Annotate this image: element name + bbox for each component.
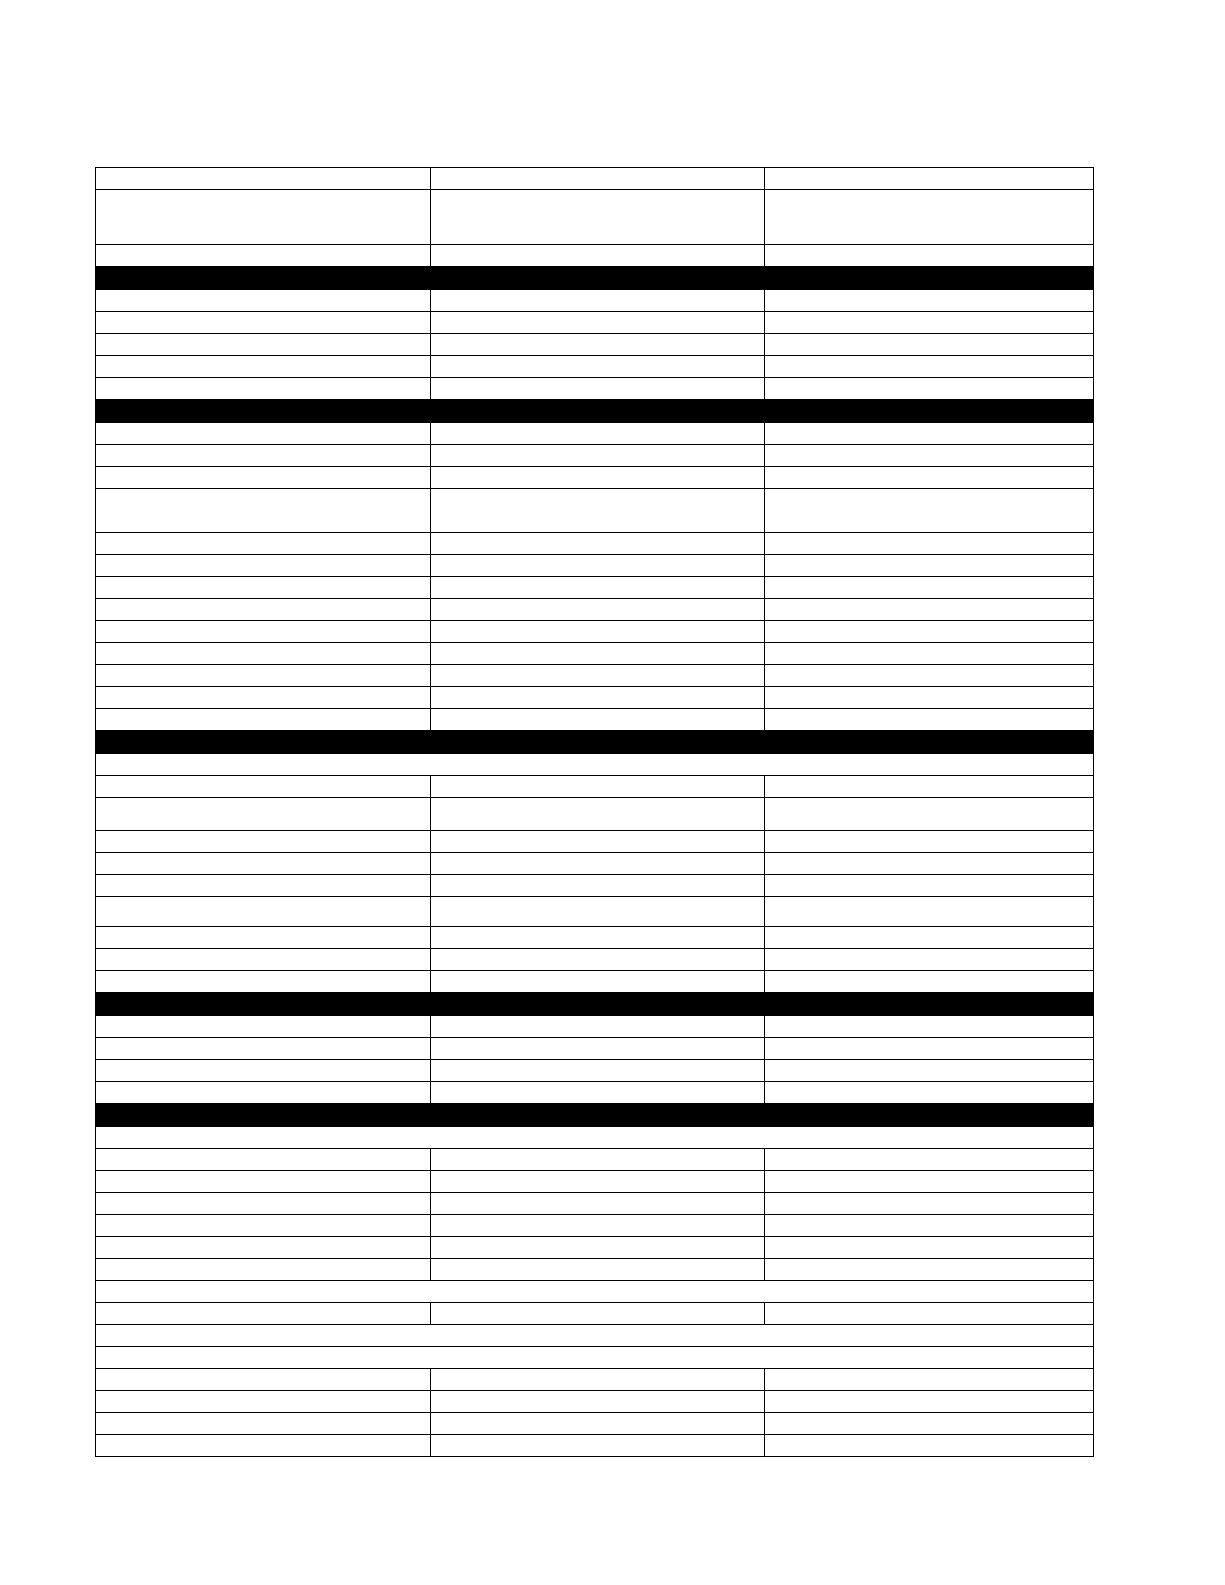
table-cell-col-3 [765, 378, 1094, 400]
table-row [96, 1369, 1094, 1391]
table-cell-col-3 [765, 776, 1094, 798]
table-row [96, 533, 1094, 555]
table-cell-col-3 [765, 577, 1094, 599]
table-cell-col-2 [431, 949, 765, 971]
table-cell-col-1 [96, 1391, 431, 1413]
table-cell-col-3 [765, 312, 1094, 334]
table-cell-col-1 [96, 1435, 431, 1457]
table-cell-col-3 [765, 334, 1094, 356]
table-cell-col-2 [431, 245, 765, 267]
table-cell-col-2 [431, 489, 765, 533]
table-cell-col-3 [765, 1016, 1094, 1038]
table-cell-col-2 [431, 853, 765, 875]
table-cell-col-3 [765, 423, 1094, 445]
table-cell-col-3 [765, 1082, 1094, 1104]
table-cell-col-2 [431, 356, 765, 378]
table-cell-col-3 [765, 168, 1094, 190]
table-row [96, 798, 1094, 831]
section-header-band [96, 731, 1094, 754]
table-cell-col-3 [765, 1060, 1094, 1082]
table-row [96, 1082, 1094, 1104]
table-cell-col-1 [96, 853, 431, 875]
table-cell-col-2 [431, 971, 765, 993]
table-row [96, 489, 1094, 533]
table-row [96, 334, 1094, 356]
table-cell-col-3 [765, 875, 1094, 897]
table-cell-col-1 [96, 1259, 431, 1281]
table-cell-col-1 [96, 1149, 431, 1171]
table-cell-col-1 [96, 621, 431, 643]
table-cell-col-3 [765, 290, 1094, 312]
table-cell-col-1 [96, 643, 431, 665]
table-cell-col-3 [765, 190, 1094, 245]
table-row [96, 445, 1094, 467]
subsection-row [96, 1325, 1094, 1347]
table-cell-col-2 [431, 687, 765, 709]
table-row [96, 897, 1094, 927]
table-cell-col-2 [431, 897, 765, 927]
table-row [96, 643, 1094, 665]
table-cell-col-1 [96, 665, 431, 687]
table-cell-col-1 [96, 776, 431, 798]
table-cell-col-1 [96, 949, 431, 971]
table-cell-col-1 [96, 533, 431, 555]
table-row [96, 665, 1094, 687]
table-row [96, 1215, 1094, 1237]
table-row [96, 190, 1094, 245]
table-row [96, 831, 1094, 853]
subsection-row [96, 1127, 1094, 1149]
table-row [96, 1413, 1094, 1435]
table-cell-col-3 [765, 709, 1094, 731]
table-cell-col-3 [765, 1237, 1094, 1259]
table-cell-col-3 [765, 665, 1094, 687]
table-row [96, 245, 1094, 267]
table-cell-col-2 [431, 312, 765, 334]
table-cell-col-2 [431, 577, 765, 599]
section-header-label [96, 267, 1094, 290]
table-row [96, 1016, 1094, 1038]
table-cell-col-2 [431, 1038, 765, 1060]
table-cell-col-3 [765, 971, 1094, 993]
table-cell-col-3 [765, 1193, 1094, 1215]
table-row [96, 875, 1094, 897]
table-row [96, 1237, 1094, 1259]
table-row [96, 1435, 1094, 1457]
table-cell-col-3 [765, 831, 1094, 853]
table-row [96, 621, 1094, 643]
table-row [96, 1038, 1094, 1060]
table-cell-col-1 [96, 599, 431, 621]
table-row [96, 423, 1094, 445]
table-cell-col-1 [96, 577, 431, 599]
table-cell-col-1 [96, 555, 431, 577]
table-cell-col-3 [765, 949, 1094, 971]
table-cell-col-2 [431, 798, 765, 831]
table-row [96, 1171, 1094, 1193]
table-row [96, 577, 1094, 599]
table-row [96, 1303, 1094, 1325]
table-cell-col-3 [765, 1303, 1094, 1325]
section-header-label [96, 1104, 1094, 1127]
table-cell-col-3 [765, 555, 1094, 577]
table-row [96, 290, 1094, 312]
table-cell-col-3 [765, 445, 1094, 467]
table-cell-col-1 [96, 971, 431, 993]
table-cell-col-2 [431, 1391, 765, 1413]
table-row [96, 555, 1094, 577]
table-cell-col-2 [431, 378, 765, 400]
table-cell-col-3 [765, 467, 1094, 489]
table-cell-col-2 [431, 1171, 765, 1193]
table-cell-col-3 [765, 1171, 1094, 1193]
table-cell-col-1 [96, 334, 431, 356]
table-cell-col-1 [96, 423, 431, 445]
subsection-row [96, 1347, 1094, 1369]
table-row [96, 467, 1094, 489]
table-cell-col-1 [96, 1193, 431, 1215]
table-cell-col-2 [431, 643, 765, 665]
table-cell-col-1 [96, 1082, 431, 1104]
table-cell-col-1 [96, 1171, 431, 1193]
table-cell-col-2 [431, 599, 765, 621]
table-cell-col-3 [765, 927, 1094, 949]
table-cell-col-3 [765, 1149, 1094, 1171]
table-cell-col-2 [431, 1303, 765, 1325]
table-cell-col-1 [96, 1237, 431, 1259]
table-cell-col-1 [96, 445, 431, 467]
table-cell-col-2 [431, 1060, 765, 1082]
table-cell-col-1 [96, 312, 431, 334]
table-row [96, 927, 1094, 949]
table-cell-col-1 [96, 1038, 431, 1060]
table-cell-col-1 [96, 467, 431, 489]
table-cell-col-2 [431, 168, 765, 190]
subsection-cell [96, 1127, 1094, 1149]
table-cell-col-3 [765, 356, 1094, 378]
table-cell-col-2 [431, 1413, 765, 1435]
table-cell-col-1 [96, 290, 431, 312]
subsection-cell [96, 1347, 1094, 1369]
table-cell-col-3 [765, 643, 1094, 665]
section-header-band [96, 1104, 1094, 1127]
table-cell-col-1 [96, 1303, 431, 1325]
table-row [96, 853, 1094, 875]
table-cell-col-1 [96, 489, 431, 533]
table-cell-col-3 [765, 1259, 1094, 1281]
section-header-band [96, 400, 1094, 423]
table-cell-col-2 [431, 927, 765, 949]
subsection-row [96, 754, 1094, 776]
table-cell-col-3 [765, 489, 1094, 533]
table-cell-col-2 [431, 445, 765, 467]
table-cell-col-1 [96, 1369, 431, 1391]
table-row [96, 1060, 1094, 1082]
table-cell-col-3 [765, 599, 1094, 621]
table-row [96, 356, 1094, 378]
table-cell-col-2 [431, 1193, 765, 1215]
table-cell-col-3 [765, 1215, 1094, 1237]
table-cell-col-2 [431, 423, 765, 445]
table-cell-col-3 [765, 798, 1094, 831]
table-cell-col-1 [96, 356, 431, 378]
table-cell-col-1 [96, 1060, 431, 1082]
form-table-body [96, 168, 1094, 1457]
table-cell-col-3 [765, 1369, 1094, 1391]
table-cell-col-2 [431, 1149, 765, 1171]
table-cell-col-1 [96, 687, 431, 709]
table-cell-col-2 [431, 334, 765, 356]
table-cell-col-3 [765, 1435, 1094, 1457]
table-cell-col-3 [765, 1038, 1094, 1060]
table-cell-col-2 [431, 1016, 765, 1038]
table-row [96, 168, 1094, 190]
table-cell-col-1 [96, 1413, 431, 1435]
table-cell-col-2 [431, 776, 765, 798]
table-row [96, 971, 1094, 993]
form-table [95, 167, 1094, 1457]
table-cell-col-3 [765, 1413, 1094, 1435]
table-cell-col-1 [96, 709, 431, 731]
table-row [96, 312, 1094, 334]
table-cell-col-1 [96, 875, 431, 897]
table-row [96, 1391, 1094, 1413]
table-cell-col-2 [431, 533, 765, 555]
section-header-band [96, 993, 1094, 1016]
subsection-row [96, 1281, 1094, 1303]
table-cell-col-1 [96, 831, 431, 853]
table-cell-col-2 [431, 555, 765, 577]
table-row [96, 378, 1094, 400]
table-cell-col-1 [96, 1016, 431, 1038]
table-row [96, 949, 1094, 971]
section-header-label [96, 731, 1094, 754]
table-cell-col-1 [96, 798, 431, 831]
table-cell-col-3 [765, 687, 1094, 709]
table-row [96, 709, 1094, 731]
table-cell-col-1 [96, 897, 431, 927]
table-cell-col-2 [431, 709, 765, 731]
table-cell-col-3 [765, 245, 1094, 267]
table-cell-col-1 [96, 1215, 431, 1237]
table-row [96, 1149, 1094, 1171]
table-cell-col-3 [765, 897, 1094, 927]
table-cell-col-1 [96, 168, 431, 190]
table-cell-col-2 [431, 467, 765, 489]
table-cell-col-2 [431, 1237, 765, 1259]
table-cell-col-1 [96, 245, 431, 267]
subsection-cell [96, 754, 1094, 776]
table-cell-col-1 [96, 378, 431, 400]
table-cell-col-2 [431, 621, 765, 643]
table-cell-col-2 [431, 665, 765, 687]
table-cell-col-2 [431, 1369, 765, 1391]
table-cell-col-3 [765, 533, 1094, 555]
table-cell-col-2 [431, 290, 765, 312]
table-cell-col-2 [431, 831, 765, 853]
table-row [96, 687, 1094, 709]
section-header-label [96, 400, 1094, 423]
table-cell-col-2 [431, 1435, 765, 1457]
table-row [96, 599, 1094, 621]
table-cell-col-3 [765, 621, 1094, 643]
table-cell-col-3 [765, 1391, 1094, 1413]
table-cell-col-2 [431, 1082, 765, 1104]
table-cell-col-2 [431, 1215, 765, 1237]
section-header-label [96, 993, 1094, 1016]
table-cell-col-3 [765, 853, 1094, 875]
table-row [96, 1193, 1094, 1215]
table-cell-col-2 [431, 190, 765, 245]
table-row [96, 1259, 1094, 1281]
table-cell-col-1 [96, 190, 431, 245]
section-header-band [96, 267, 1094, 290]
table-cell-col-2 [431, 1259, 765, 1281]
table-cell-col-1 [96, 927, 431, 949]
subsection-cell [96, 1325, 1094, 1347]
table-row [96, 776, 1094, 798]
table-cell-col-2 [431, 875, 765, 897]
subsection-cell [96, 1281, 1094, 1303]
